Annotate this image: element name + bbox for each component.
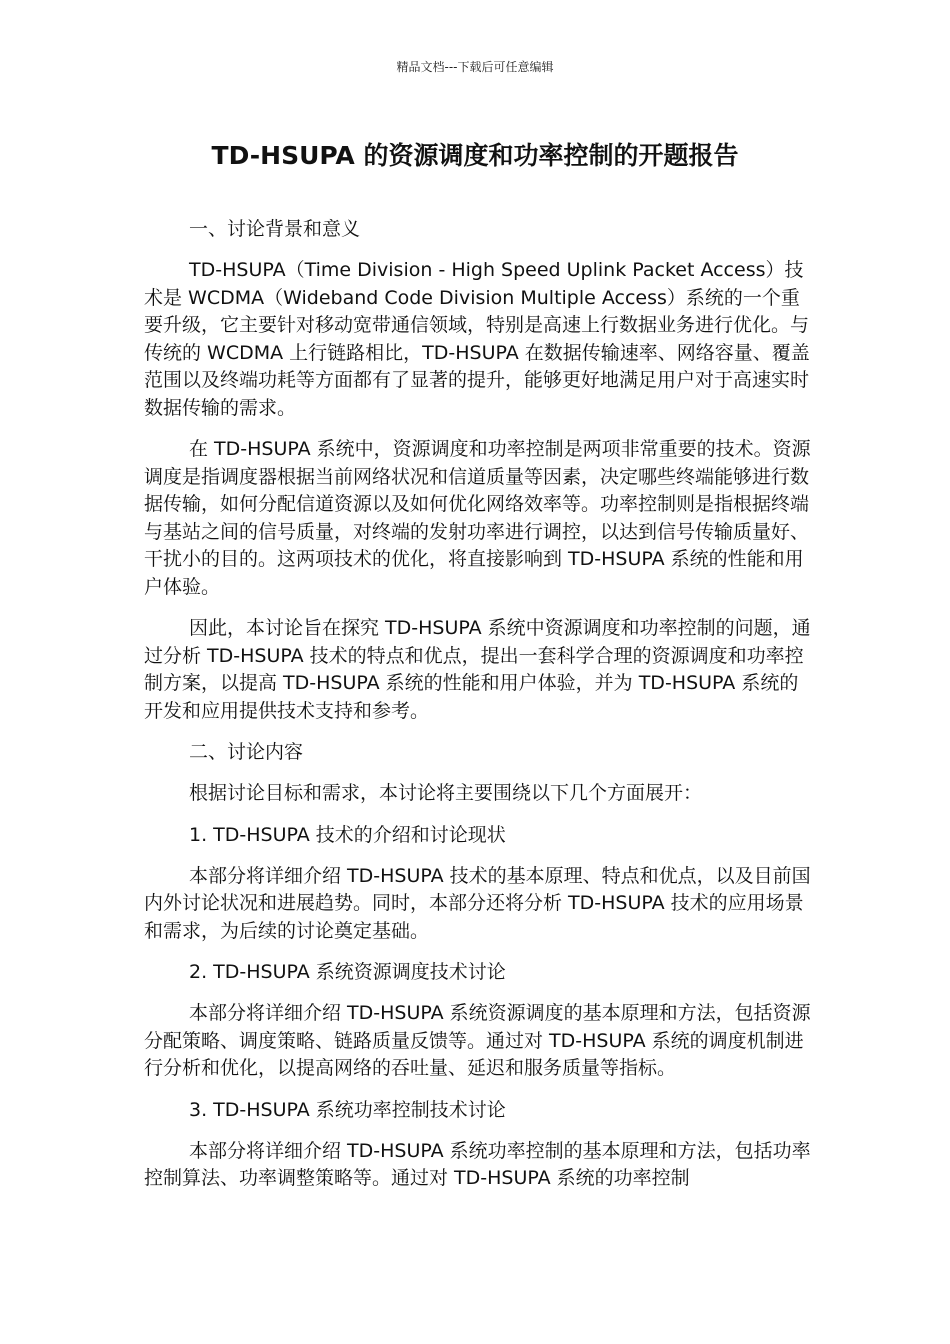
page-header-note: 精品文档---下载后可任意编辑	[396, 60, 554, 74]
subsection-heading-1: 1. TD-HSUPA 技术的介绍和讨论现状	[189, 823, 506, 846]
paragraph-content-intro: 根据讨论目标和需求，本讨论将主要围绕以下几个方面展开：	[189, 782, 703, 804]
paragraph-subsection-3: 本部分将详细介绍 TD-HSUPA 系统功率控制的基本原理和方法，包括功率控制算法、功率调整策略等。通过对 TD-HSUPA 系统的功率控制	[144, 1139, 811, 1189]
paragraph-scheduling-power-overview: 在 TD-HSUPA 系统中，资源调度和功率控制是两项非常重要的技术。资源调度是指调度器根据当前网络状况和信道质量等因素，决定哪些终端能够进行数据传输，如何分配信道资源以及如何优化网络效率等。功率控制则是指根据终端与基站之间的信号质量，对终端的发射功率进行调控，以达到信号传输质量好、干扰小的目的。这两项技术的优化，将直接影响到 TD-HSUPA 系统的性能和用户体验。	[144, 438, 811, 598]
paragraph-research-purpose: 因此，本讨论旨在探究 TD-HSUPA 系统中资源调度和功率控制的问题，通过分析 TD-HSUPA 技术的特点和优点，提出一套科学合理的资源调度和功率控制方案，以提高 TD-HSUPA 系统的性能和用户体验，并为 TD-HSUPA 系统的开发和应用提供技术支持和参考。	[144, 617, 811, 722]
subsection-heading-3: 3. TD-HSUPA 系统功率控制技术讨论	[189, 1098, 506, 1121]
section-heading-background: 一、讨论背景和意义	[189, 218, 361, 240]
document-title: TD-HSUPA 的资源调度和功率控制的开题报告	[211, 141, 739, 170]
paragraph-subsection-1: 本部分将详细介绍 TD-HSUPA 技术的基本原理、特点和优点，以及目前国内外讨论状况和进展趋势。同时，本部分还将分析 TD-HSUPA 技术的应用场景和需求，为后续的讨论奠定基础。	[144, 864, 811, 942]
paragraph-tdhsupa-intro: TD-HSUPA（Time Division - High Speed Uplink Packet Access）技术是 WCDMA（Wideband Code Division Multiple Access）系统的一个重要升级，它主要针对移动宽带通信领域，特别是高速上行数据业务进行优化。与传统的 WCDMA 上行链路相比，TD-HSUPA 在数据传输速率、网络容量、覆盖范围以及终端功耗等方面都有了显著的提升，能够更好地满足用户对于高速实时数据传输的需求。	[144, 259, 810, 419]
document-body	[144, 216, 812, 1207]
paragraph-subsection-2: 本部分将详细介绍 TD-HSUPA 系统资源调度的基本原理和方法，包括资源分配策略、调度策略、链路质量反馈等。通过对 TD-HSUPA 系统的调度机制进行分析和优化，以提高网络的吞吐量、延迟和服务质量等指标。	[144, 1002, 811, 1079]
subsection-heading-2: 2. TD-HSUPA 系统资源调度技术讨论	[189, 961, 506, 983]
section-heading-content: 二、讨论内容	[189, 741, 304, 763]
